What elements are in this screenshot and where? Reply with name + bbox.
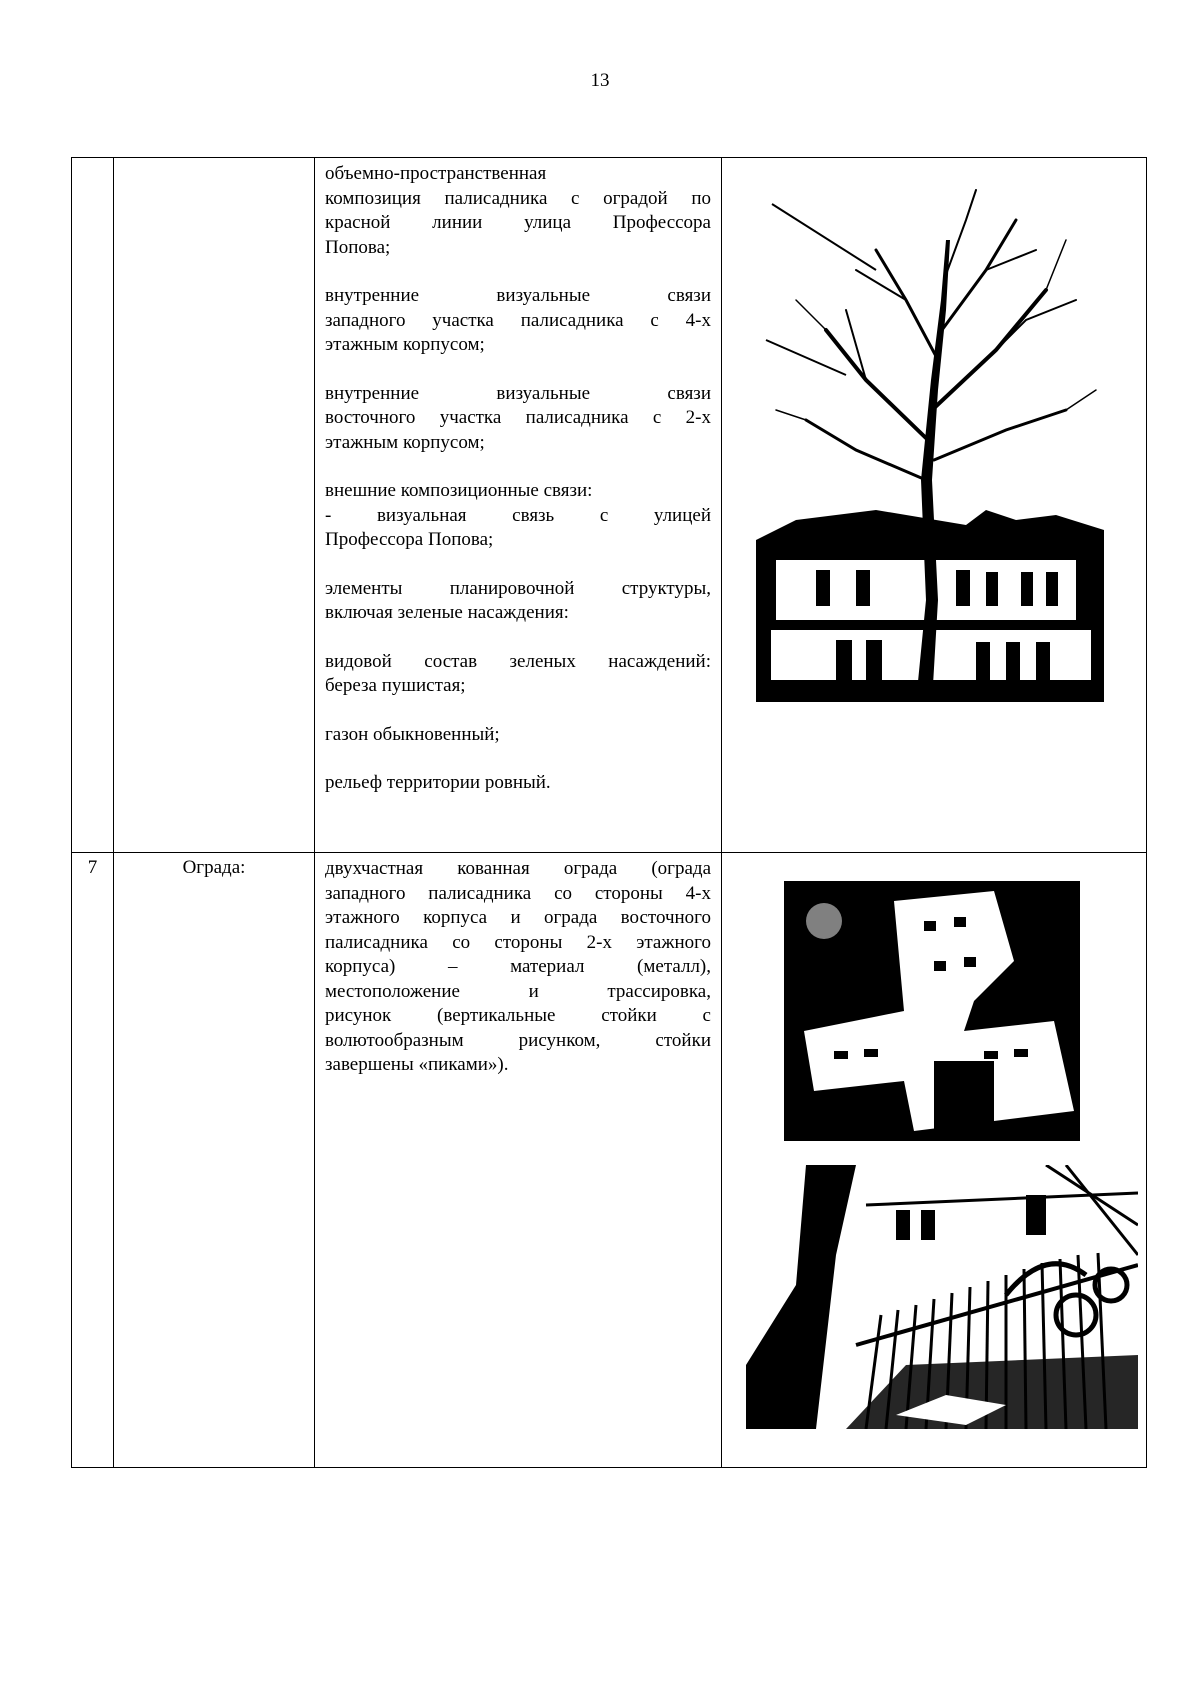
table-row: [72, 853, 1147, 1468]
element-name-cell: Ограда:: [114, 853, 315, 1468]
page-number: 13: [590, 70, 610, 91]
heritage-elements-table: [71, 157, 1147, 1468]
description-paragraph: видовой состав зеленых насаждений: береза пушистая;: [325, 650, 711, 696]
element-name-cell: [114, 158, 315, 853]
table-row: [72, 158, 1147, 853]
description-paragraph: внутренние визуальные связи восточного участка палисадника с 2-х этажным корпусом;: [325, 382, 711, 453]
description-paragraph: объемно-пространственная композиция палисадника с оградой по красной линии улица Профессора Попова;: [325, 163, 711, 258]
building-top-view-photo: [784, 881, 1080, 1141]
description-paragraph: рельеф территории ровный.: [325, 772, 551, 793]
description-paragraph: двухчастная кованная ограда (ограда западного палисадника со стороны 4-х этажного корпуса и ограда восточного палисадника со стороны 2-х этажного корпуса) – материал (металл), местоположение и трассировка, рисунок (вертикальные стойки с волютообразным рисунком, стойки завершены «пиками»).: [325, 858, 711, 1075]
description-paragraph: газон обыкновенный;: [325, 723, 500, 745]
description-paragraph: элементы планировочной структуры, включая зеленые насаждения:: [325, 577, 711, 623]
photo-cell: [722, 158, 1147, 853]
row-number-cell: 7: [72, 853, 114, 1468]
row-number-cell: [72, 158, 114, 853]
description-cell: [315, 158, 722, 853]
fence-photo: [746, 1165, 1138, 1429]
description-paragraph: внутренние визуальные связи западного участка палисадника с 4-х этажным корпусом;: [325, 285, 711, 355]
description-paragraph: внешние композиционные связи: - визуальная связь с улицей Профессора Попова;: [325, 480, 711, 550]
tree-building-photo: [756, 180, 1104, 702]
photo-cell: [722, 853, 1147, 1468]
description-cell: [315, 853, 722, 1468]
